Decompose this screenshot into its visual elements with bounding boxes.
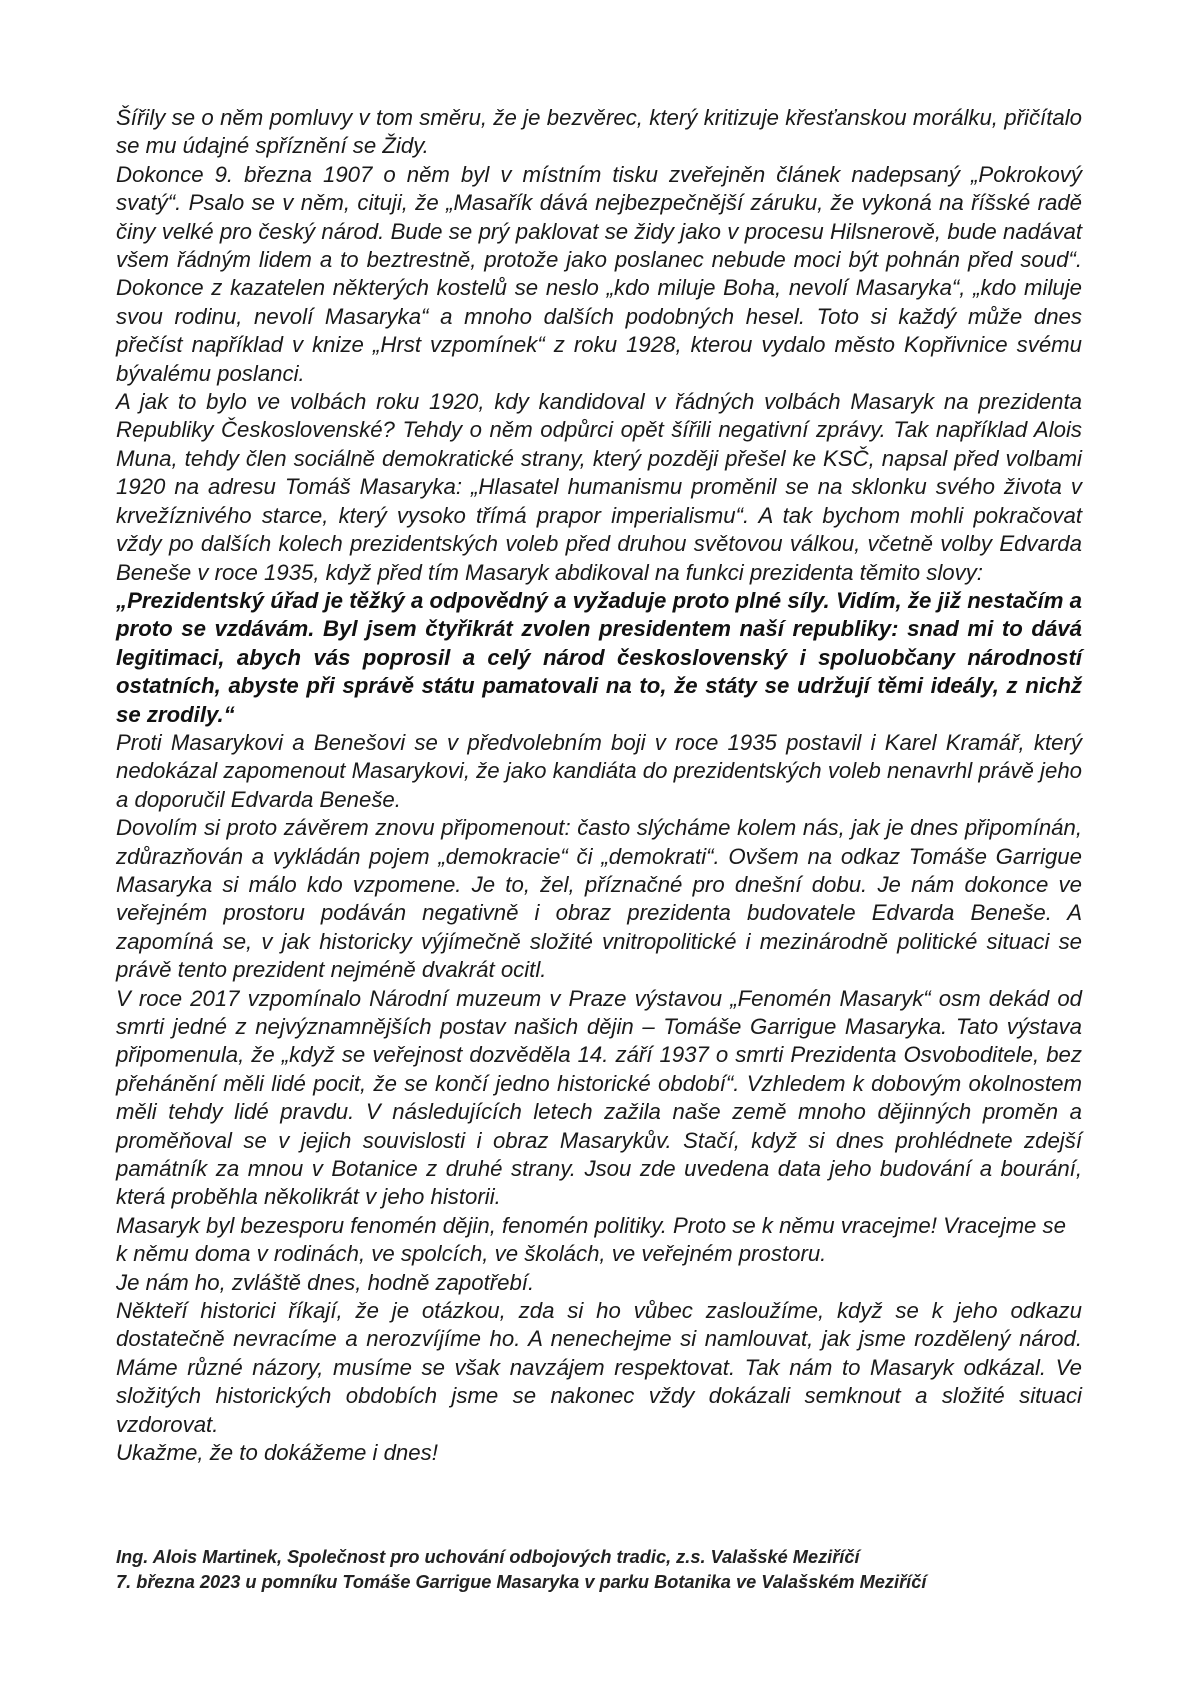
paragraph-historians: Někteří historici říkají, že je otázkou, zda si ho vůbec zasloužíme, když se k jeho odkazu dostatečně nevracíme a nerozvíjíme ho. A nenechejme si namlouvat, jak jsme rozdělený národ. Máme různé názory, musíme se však navzájem respektovat. Tak nám to Masaryk odkázal. Ve složitých historických obdobích jsme se nakonec vždy dokázali semknout a složité situaci vzdorovat. (116, 1298, 1082, 1437)
signature-date-place: 7. března 2023 u pomníku Tomáše Garrigue Masaryka v parku Botanika ve Valašském Meziříčí (116, 1571, 927, 1592)
document-body (116, 104, 1082, 1468)
signature-author: Ing. Alois Martinek, Společnost pro uchování odbojových tradic, z.s. Valašské Meziříčí (116, 1547, 860, 1567)
signature-block (116, 1545, 1096, 1594)
paragraph-abdication-quote: „Prezidentský úřad je těžký a odpovědný a vyžaduje proto plné síly. Vidím, že již nestačím a proto se vzdávám. Byl jsem čtyřikrát zvolen presidentem naší republiky: snad mi to dává legitimaci, abych vás poprosil a celý národ československý i spoluobčany národností ostatních, abyste při správě státu pamatovali na to, že státy se udržují těmi ideály, z nichž se zrodily.“ (116, 587, 1082, 727)
paragraph-kramar: Proti Masarykovi a Benešovi se v předvolebním boji v roce 1935 postavil i Karel Kramář, který nedokázal zapomenout Masarykovi, že jako kandiáta do prezidentských voleb nenavrhl právě jeho a doporučil Edvarda Beneše. (116, 729, 1082, 812)
paragraph-democracy: Dovolím si proto závěrem znovu připomenout: často slýcháme kolem nás, jak je dnes připomínán, zdůrazňován a vykládán pojem „demokracie“ či „demokrati“. Ovšem na odkaz Tomáše Garrigue Masaryka si málo kdo vzpomene. Je to, žel, příznačné pro dnešní dobu. Je nám dokonce ve veřejném prostoru podáván negativně i obraz prezidenta budovatele Edvarda Beneše. A zapomíná se, v jak historicky výjímečně složité vnitropolitické i mezinárodně politické situaci se právě tento prezident nejméně dvakrát ocitl. (116, 815, 1082, 983)
paragraph-1907-article: Dokonce 9. března 1907 o něm byl v místním tisku zveřejněn článek nadepsaný „Pokrokový svatý“. Psalo se v něm, cituji, že „Masařík dává nejbezpečnější záruku, že vykoná na říšské radě činy velké pro český národ. Bude se prý paklovat se židy jako v procesu Hilsnerově, bude nadávat všem řádným lidem a to beztrestně, protože jako poslanec nebude moci být pohnán před soud“. Dokonce z kazatelen některých kostelů se neslo „kdo miluje Boha, nevolí Masaryka“, „kdo miluje svou rodinu, nevolí Masaryka“ a mnoho dalších podobných hesel. Toto si každý může dnes přečíst například v knize „Hrst vzpomínek“ z roku 1928, kterou vydalo město Kopřivnice svému bývalému poslanci. (116, 161, 1082, 386)
paragraph-phenomenon: Masaryk byl bezesporu fenomén dějin, fenomén politiky. Proto se k němu vracejme! Vracejme se k němu doma v rodinách, ve spolcích, ve školách, ve veřejném prostoru. (116, 1212, 1066, 1267)
paragraph-1920-election: A jak to bylo ve volbách roku 1920, kdy kandidoval v řádných volbách Masaryk na prezidenta Republiky Československé? Tehdy o něm odpůrci opět šířili negativní zprávy. Tak například Alois Muna, tehdy člen sociálně demokratické strany, který později přešel ke KSČ, napsal před volbami 1920 na adresu Tomáš Masaryka: „Hlasatel humanismu proměnil se na sklonku svého života v krvežíznivého starce, který vysoko třímá prapor imperialismu“. A tak bychom mohli pokračovat vždy po dalších kolech prezidentských voleb před druhou světovou válkou, včetně volby Edvarda Beneše v roce 1935, když před tím Masaryk abdikoval na funkci prezidenta těmito slovy: (116, 389, 1082, 585)
paragraph-slander: Šířily se o něm pomluvy v tom směru, že je bezvěrec, který kritizuje křesťanskou morálku, přičítalo se mu údajné spříznění se Židy. (116, 105, 1082, 159)
paragraph-closing: Ukažme, že to dokážeme i dnes! (116, 1440, 438, 1466)
paragraph-needed: Je nám ho, zvláště dnes, hodně zapotřebí. (116, 1269, 535, 1295)
paragraph-2017-exhibition: V roce 2017 vzpomínalo Národní muzeum v Praze výstavou „Fenomén Masaryk“ osm dekád od smrti jedné z nejvýznamnějších postav našich dějin – Tomáše Garrigue Masaryka. Tato výstava připomenula, že „když se veřejnost dozvěděla 14. září 1937 o smrti Prezidenta Osvoboditele, bez přehánění měli lidé pocit, že se končí jedno historické období“. Vzhledem k dobovým okolnostem měli tehdy lidé pravdu. V následujících letech zažila naše země mnoho dějinných proměn a proměňoval se v jejich souvislosti i obraz Masarykův. Stačí, když si dnes prohlédnete zdejší památník za mnou v Botanice z druhé strany. Jsou zde uvedena data jeho budování a bourání, která proběhla několikrát v jeho historii. (116, 985, 1082, 1210)
